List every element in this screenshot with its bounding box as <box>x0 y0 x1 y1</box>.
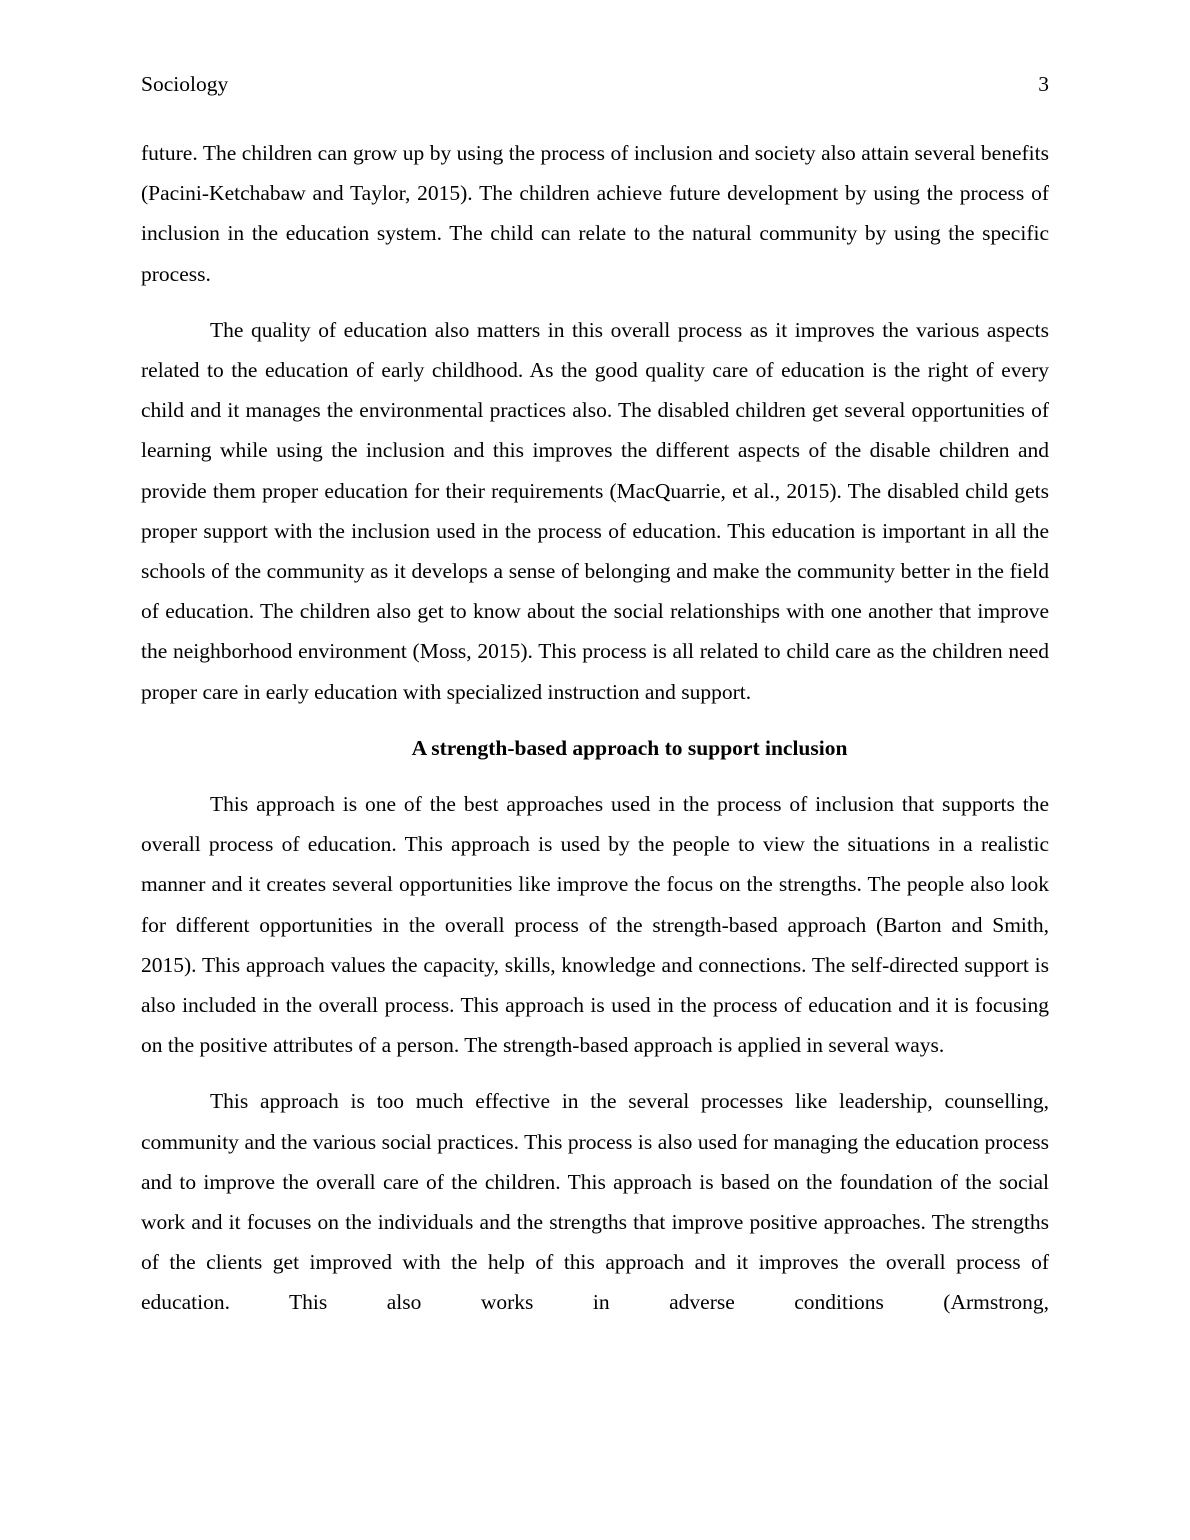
paragraph-strength-based-approach: This approach is one of the best approaches used in the process of inclusion that supports the overall process of education. This approach is used by the people to view the situations in a realistic manner and it creates several opportunities like improve the focus on the strengths. The people also look for different opportunities in the overall process of the strength-based approach (Barton and Smith, 2015). This approach values the capacity, skills, knowledge and connections. The self-directed support is also included in the overall process. This approach is used in the process of education and it is focusing on the positive attributes of a person. The strength-based approach is applied in several ways. <box>141 792 1049 1058</box>
page-number: 3 <box>1038 72 1049 96</box>
section-heading: A strength-based approach to support inclusion <box>411 735 848 760</box>
running-title: Sociology <box>141 72 229 96</box>
paragraph-quality-of-education: The quality of education also matters in this overall process as it improves the various aspects related to the education of early childhood. As the good quality care of education is the right of every child and it manages the environmental practices also. The disabled children get several opportunities of learning while using the inclusion and this improves the different aspects of the disable children and provide them proper education for their requirements (MacQuarrie, et al., 2015). The disabled child gets proper support with the inclusion used in the process of education. This education is important in all the schools of the community as it develops a sense of belonging and make the community better in the field of education. The children also get to know about the social relationships with one another that improve the neighborhood environment (Moss, 2015). This process is all related to child care as the children need proper care in early education with specialized instruction and support. <box>141 317 1049 704</box>
paragraph-approach-effectiveness: This approach is too much effective in the several processes like leadership, counselling, community and the various social practices. This process is also used for managing the education process and to improve the overall care of the children. This approach is based on the foundation of the social work and it focuses on the individuals and the strengths that improve positive approaches. The strengths of the clients get improved with the help of this approach and it improves the overall process of education. This also works in adverse conditions (Armstrong, <box>141 1089 1049 1315</box>
paragraph-continuation: future. The children can grow up by using the process of inclusion and society also attain several benefits (Pacini-Ketchabaw and Taylor, 2015). The children achieve future development by using the process of inclusion in the education system. The child can relate to the natural community by using the specific process. <box>141 141 1049 286</box>
body-text <box>141 133 1049 1339</box>
page-header <box>141 70 1049 98</box>
